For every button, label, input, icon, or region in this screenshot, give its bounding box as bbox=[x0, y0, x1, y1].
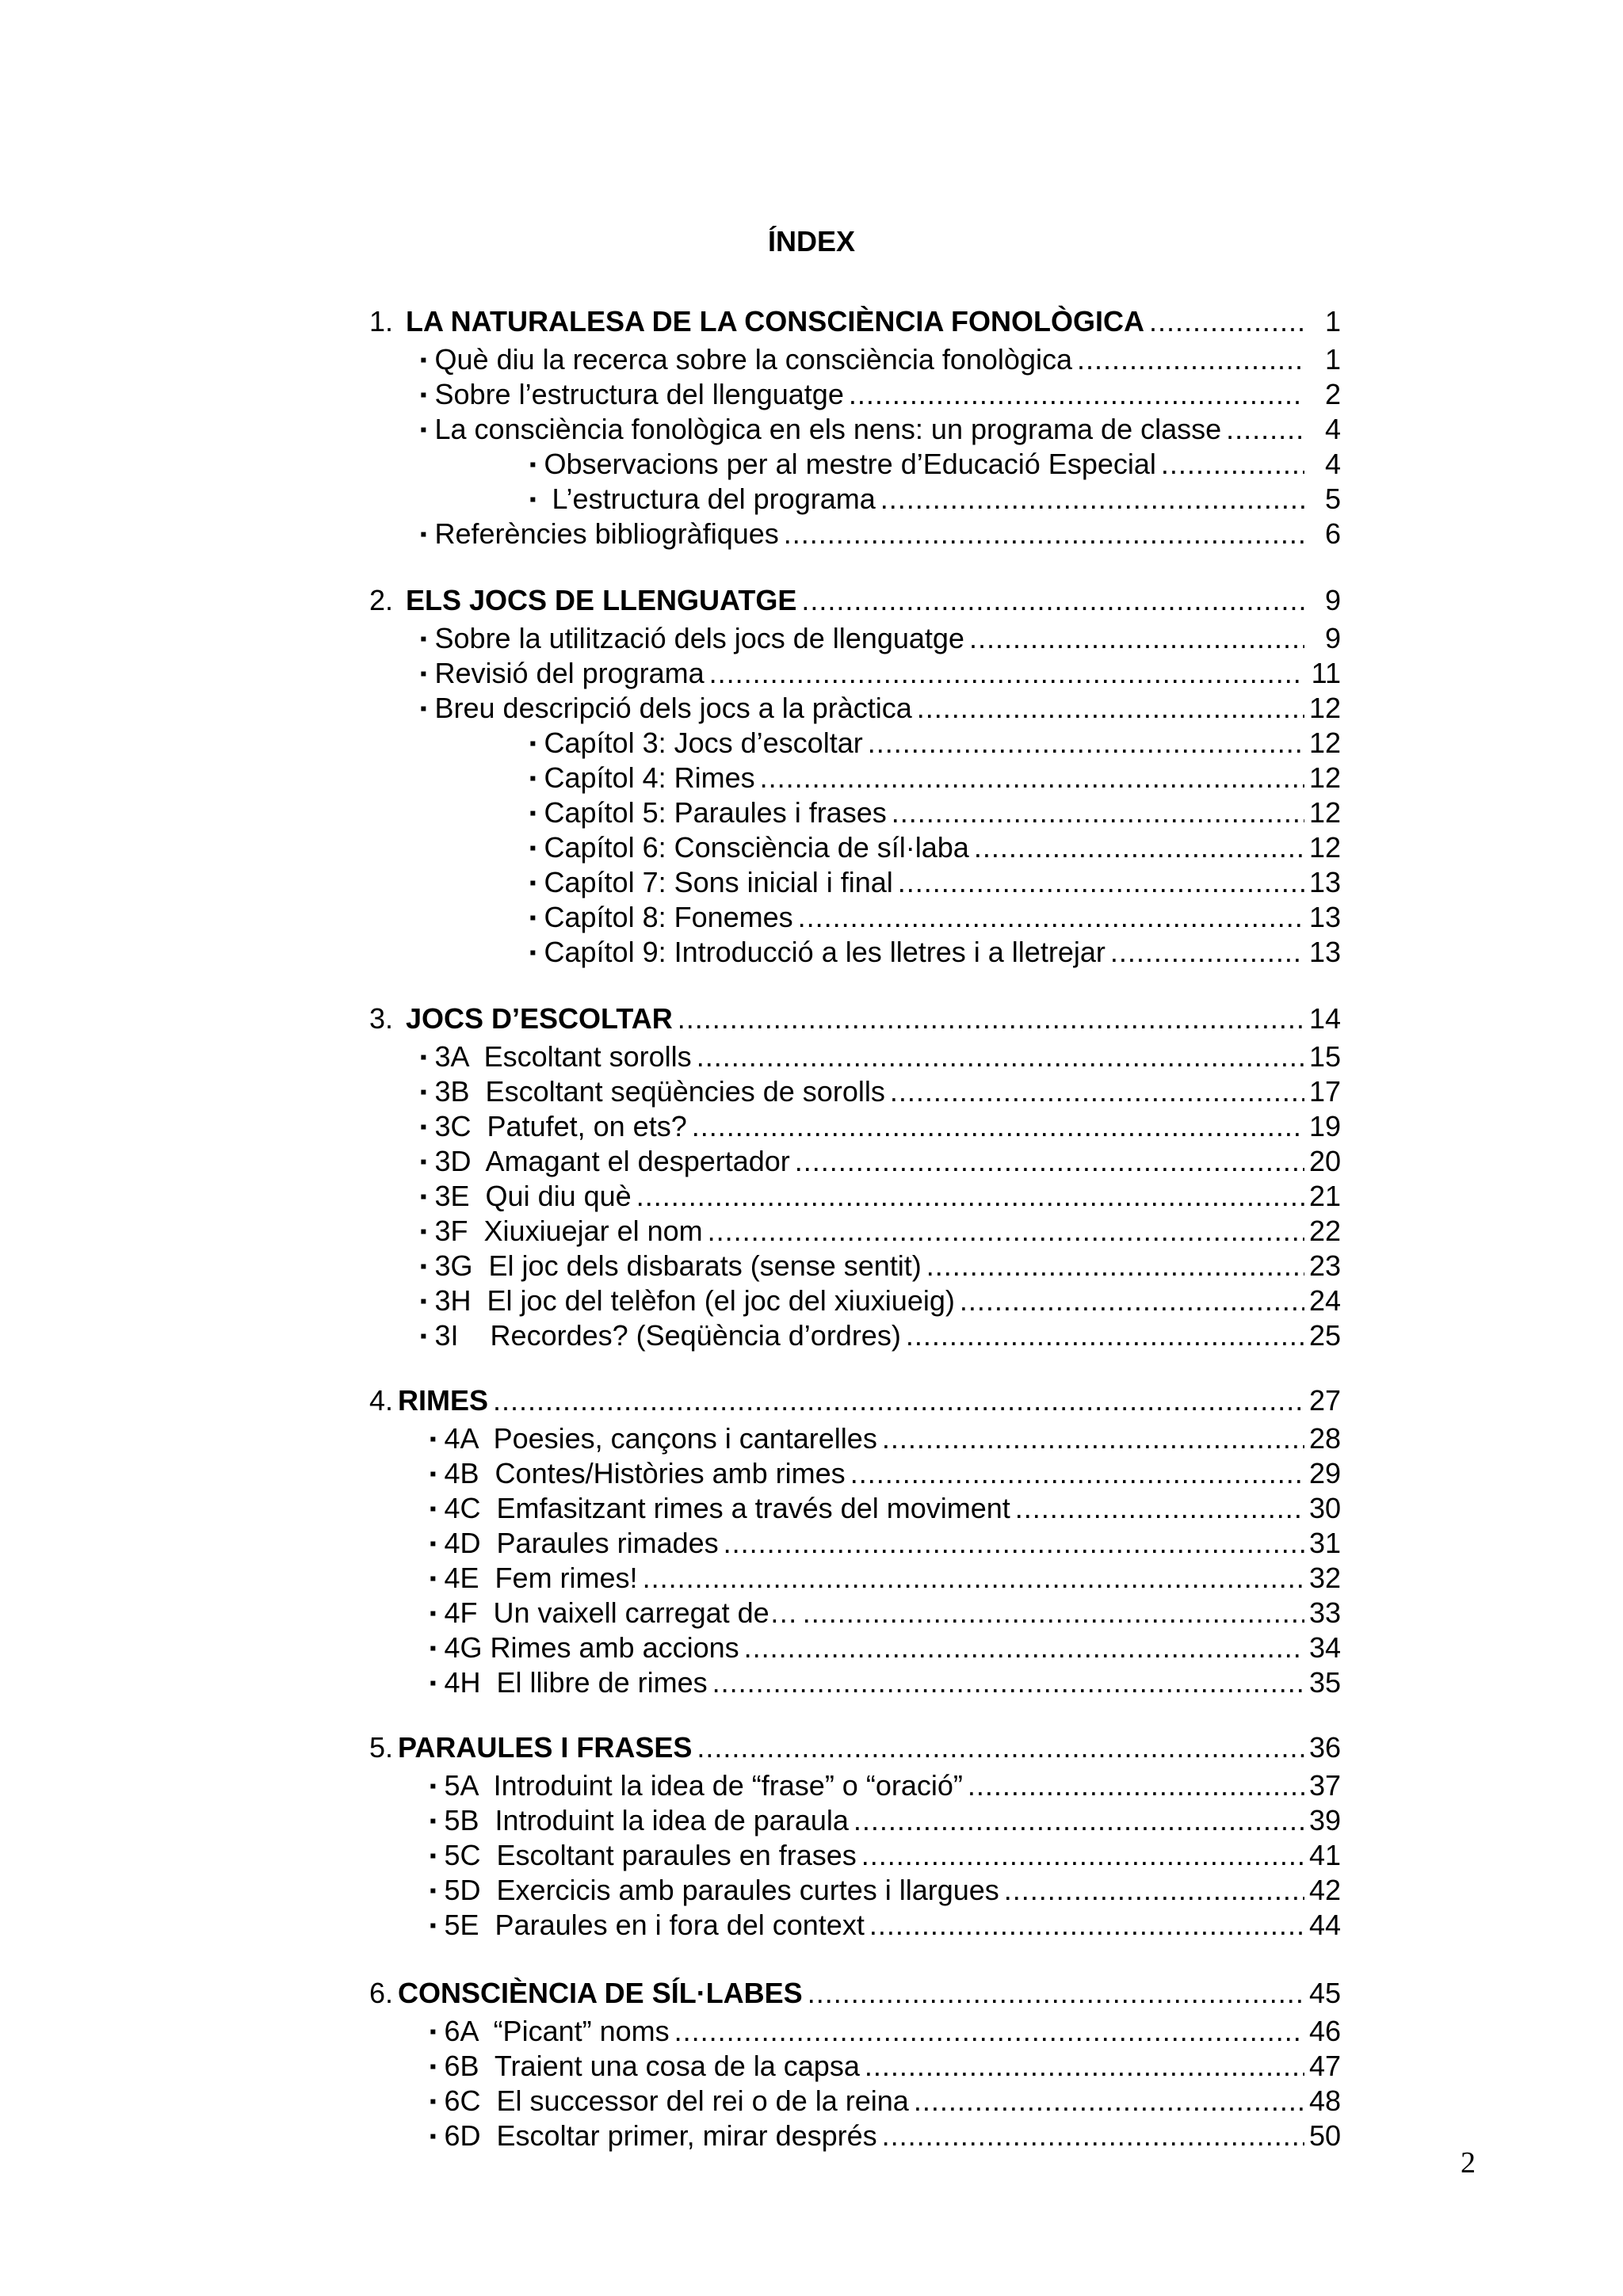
toc-entry-text: 3G El joc dels disbarats (sense sentit) bbox=[434, 1249, 922, 1282]
dot-leader bbox=[724, 1526, 1304, 1561]
section-page-number: 14 bbox=[1309, 1002, 1342, 1035]
toc-entry-page: 42 bbox=[1309, 1874, 1342, 1906]
toc-entry-page: 21 bbox=[1309, 1180, 1342, 1212]
toc-entry-text: 4G Rimes amb accions bbox=[444, 1631, 739, 1664]
toc-entry-text: 3F Xiuxiuejar el nom bbox=[434, 1215, 703, 1247]
toc-entry bbox=[430, 2049, 1341, 2088]
toc-entry-page: 12 bbox=[1309, 727, 1342, 759]
bullet-icon: ▪ bbox=[430, 1463, 437, 1485]
toc-entry-text: 6D Escoltar primer, mirar després bbox=[444, 2119, 877, 2152]
dot-leader bbox=[1110, 935, 1304, 970]
toc-entry bbox=[430, 1803, 1341, 1842]
dot-leader bbox=[960, 1283, 1304, 1318]
toc-entry-page: 34 bbox=[1309, 1631, 1342, 1664]
toc-entry bbox=[430, 1838, 1341, 1877]
dot-leader bbox=[493, 1383, 1304, 1418]
toc-entry-page: 9 bbox=[1324, 622, 1341, 654]
toc-entry bbox=[430, 2084, 1341, 2122]
toc-entry-page: 25 bbox=[1309, 1319, 1342, 1352]
toc-entry bbox=[430, 1596, 1341, 1634]
bullet-icon: ▪ bbox=[420, 524, 427, 545]
dot-leader bbox=[906, 1318, 1304, 1353]
toc-entry bbox=[430, 1630, 1341, 1669]
toc-entry bbox=[420, 1283, 1341, 1322]
dot-leader bbox=[882, 2119, 1304, 2153]
bullet-icon: ▪ bbox=[430, 1498, 437, 1520]
toc-entry-text: 5C Escoltant paraules en frases bbox=[444, 1839, 857, 1871]
bullet-icon: ▪ bbox=[430, 1428, 437, 1450]
toc-entry-page: 31 bbox=[1309, 1527, 1342, 1559]
dot-leader bbox=[914, 2084, 1304, 2119]
toc-entry-text: Revisió del programa bbox=[434, 657, 705, 689]
section-number: 2. bbox=[369, 584, 394, 616]
toc-entry bbox=[529, 482, 1341, 521]
dot-leader bbox=[869, 1908, 1304, 1943]
dot-leader bbox=[974, 830, 1304, 865]
dot-leader bbox=[678, 1001, 1304, 1036]
toc-entry-page: 50 bbox=[1309, 2119, 1342, 2152]
toc-section-heading bbox=[369, 1976, 1341, 2011]
toc-entry-text: La consciència fonològica en els nens: un programa de classe bbox=[434, 413, 1222, 445]
dot-leader bbox=[784, 517, 1304, 551]
bullet-icon: ▪ bbox=[430, 1568, 437, 1589]
section-title: ELS JOCS DE LLENGUATGE bbox=[406, 584, 797, 616]
dot-leader bbox=[674, 2014, 1304, 2049]
dot-leader bbox=[692, 1109, 1304, 1144]
toc-entry bbox=[420, 1214, 1341, 1253]
toc-entry-page: 12 bbox=[1309, 831, 1342, 864]
dot-leader bbox=[760, 761, 1304, 795]
toc-entry-page: 29 bbox=[1309, 1457, 1342, 1489]
section-number: 5. bbox=[369, 1731, 394, 1764]
toc-entry bbox=[430, 1561, 1341, 1600]
toc-entry-text: 6A “Picant” noms bbox=[444, 2015, 670, 2047]
toc-entry-text: 3A Escoltant sorolls bbox=[434, 1040, 692, 1073]
toc-entry-text: Referències bibliogràfiques bbox=[434, 517, 779, 550]
toc-entry bbox=[420, 1144, 1341, 1183]
bullet-icon: ▪ bbox=[420, 1221, 427, 1242]
toc-entry-page: 12 bbox=[1309, 692, 1342, 724]
toc-section-heading bbox=[369, 1730, 1341, 1765]
toc-section-heading bbox=[369, 1383, 1341, 1418]
toc-section-heading bbox=[369, 304, 1341, 339]
section-number: 4. bbox=[369, 1384, 394, 1417]
page-number: 2 bbox=[1461, 2146, 1476, 2180]
toc-entry bbox=[420, 517, 1341, 555]
toc-entry bbox=[420, 691, 1341, 730]
toc-entry bbox=[430, 1421, 1341, 1460]
toc-entry-page: 41 bbox=[1309, 1839, 1342, 1871]
bullet-icon: ▪ bbox=[430, 1672, 437, 1694]
toc-entry-text: 3I Recordes? (Seqüència d’ordres) bbox=[434, 1319, 901, 1352]
toc-entry-page: 37 bbox=[1309, 1769, 1342, 1802]
bullet-icon: ▪ bbox=[529, 907, 537, 929]
toc-entry-page: 12 bbox=[1309, 761, 1342, 794]
toc-entry bbox=[420, 1249, 1341, 1287]
toc-entry-page: 24 bbox=[1309, 1284, 1342, 1317]
bullet-icon: ▪ bbox=[430, 2056, 437, 2077]
toc-entry-text: L’estructura del programa bbox=[544, 482, 876, 515]
bullet-icon: ▪ bbox=[420, 1291, 427, 1312]
toc-entry-text: Capítol 7: Sons inicial i final bbox=[544, 866, 893, 898]
bullet-icon: ▪ bbox=[529, 489, 537, 510]
bullet-icon: ▪ bbox=[420, 1047, 427, 1068]
toc-entry bbox=[430, 1456, 1341, 1495]
toc-entry bbox=[529, 726, 1341, 765]
toc-entry-page: 4 bbox=[1324, 448, 1341, 480]
toc-entry-text: Què diu la recerca sobre la consciència fonològica bbox=[434, 343, 1072, 376]
toc-entry bbox=[430, 1665, 1341, 1704]
dot-leader bbox=[712, 1665, 1304, 1700]
section-number: 3. bbox=[369, 1002, 394, 1035]
toc-entry-text: Capítol 5: Paraules i frases bbox=[544, 796, 887, 829]
bullet-icon: ▪ bbox=[430, 1845, 437, 1867]
dot-leader bbox=[968, 1768, 1304, 1803]
toc-entry-text: 5D Exercicis amb paraules curtes i llargues bbox=[444, 1874, 999, 1906]
bullet-icon: ▪ bbox=[420, 628, 427, 650]
toc-section-heading bbox=[369, 583, 1341, 618]
toc-entry-page: 2 bbox=[1324, 378, 1341, 410]
toc-entry-page: 22 bbox=[1309, 1215, 1342, 1247]
bullet-icon: ▪ bbox=[529, 942, 537, 963]
toc-entry bbox=[420, 1318, 1341, 1357]
dot-leader bbox=[636, 1179, 1304, 1214]
toc-entry-page: 30 bbox=[1309, 1492, 1342, 1524]
bullet-icon: ▪ bbox=[420, 1151, 427, 1173]
section-page-number: 1 bbox=[1324, 305, 1341, 338]
section-title: JOCS D’ESCOLTAR bbox=[406, 1002, 673, 1035]
toc-entry-page: 33 bbox=[1309, 1596, 1342, 1629]
section-page-number: 27 bbox=[1309, 1384, 1342, 1417]
section-number: 6. bbox=[369, 1977, 394, 2009]
toc-entry-text: Sobre l’estructura del llenguatge bbox=[434, 378, 844, 410]
toc-entry bbox=[529, 830, 1341, 869]
toc-entry bbox=[529, 935, 1341, 974]
bullet-icon: ▪ bbox=[420, 419, 427, 441]
toc-entry-text: Capítol 4: Rimes bbox=[544, 761, 755, 794]
toc-entry-text: 4B Contes/Històries amb rimes bbox=[444, 1457, 846, 1489]
toc-entry bbox=[420, 656, 1341, 695]
bullet-icon: ▪ bbox=[430, 1915, 437, 1936]
section-number: 1. bbox=[369, 305, 394, 338]
dot-leader bbox=[898, 865, 1304, 900]
toc-entry bbox=[420, 1109, 1341, 1148]
toc-entry-page: 47 bbox=[1309, 2050, 1342, 2082]
toc-entry-text: 5A Introduint la idea de “frase” o “oració” bbox=[444, 1769, 963, 1802]
bullet-icon: ▪ bbox=[420, 349, 427, 371]
toc-entry-page: 35 bbox=[1309, 1666, 1342, 1699]
dot-leader bbox=[892, 795, 1304, 830]
bullet-icon: ▪ bbox=[529, 733, 537, 754]
toc-entry bbox=[430, 1908, 1341, 1947]
toc-entry-text: 6B Traient una cosa de la capsa bbox=[444, 2050, 860, 2082]
bullet-icon: ▪ bbox=[529, 454, 537, 475]
section-title: CONSCIÈNCIA DE SÍL·LABES bbox=[398, 1977, 803, 2009]
page-title: ÍNDEX bbox=[767, 225, 856, 257]
toc-entry bbox=[420, 1179, 1341, 1218]
toc-entry-text: Observacions per al mestre d’Educació Especial bbox=[544, 448, 1156, 480]
dot-leader bbox=[801, 583, 1304, 618]
toc-entry-page: 48 bbox=[1309, 2084, 1342, 2117]
dot-leader bbox=[849, 377, 1304, 412]
toc-entry-page: 1 bbox=[1324, 343, 1341, 376]
toc-entry-text: 4D Paraules rimades bbox=[444, 1527, 719, 1559]
dot-leader bbox=[917, 691, 1304, 726]
toc-entry bbox=[529, 447, 1341, 486]
toc-entry-text: 3C Patufet, on ets? bbox=[434, 1110, 687, 1142]
dot-leader bbox=[890, 1074, 1304, 1109]
toc-section-heading bbox=[369, 1001, 1341, 1036]
toc-entry-text: 3B Escoltant seqüències de sorolls bbox=[434, 1075, 885, 1108]
toc-entry bbox=[420, 377, 1341, 416]
toc-entry bbox=[529, 761, 1341, 799]
toc-entry-page: 44 bbox=[1309, 1909, 1342, 1941]
toc-entry-text: Sobre la utilització dels jocs de llenguatge bbox=[434, 622, 964, 654]
bullet-icon: ▪ bbox=[420, 1256, 427, 1277]
toc-entry-page: 13 bbox=[1309, 866, 1342, 898]
toc-entry-page: 15 bbox=[1309, 1040, 1342, 1073]
dot-leader bbox=[808, 1976, 1304, 2011]
section-page-number: 45 bbox=[1309, 1977, 1342, 2009]
bullet-icon: ▪ bbox=[430, 1810, 437, 1832]
toc-entry bbox=[420, 1039, 1341, 1078]
toc-entry bbox=[529, 900, 1341, 939]
toc-entry-text: Capítol 9: Introducció a les lletres i a lletrejar bbox=[544, 936, 1106, 968]
toc-entry-page: 6 bbox=[1324, 517, 1341, 550]
toc-entry bbox=[420, 412, 1341, 451]
dot-leader bbox=[1004, 1873, 1304, 1908]
toc-entry-text: 5E Paraules en i fora del context bbox=[444, 1909, 865, 1941]
toc-entry bbox=[420, 1074, 1341, 1113]
toc-entry-text: 4C Emfasitzant rimes a través del moviment bbox=[444, 1492, 1010, 1524]
dot-leader bbox=[803, 1596, 1304, 1630]
toc-entry-text: Capítol 6: Consciència de síl·laba bbox=[544, 831, 969, 864]
dot-leader bbox=[861, 1838, 1304, 1873]
bullet-icon: ▪ bbox=[430, 1775, 437, 1797]
toc-entry-page: 12 bbox=[1309, 796, 1342, 829]
toc-entry bbox=[420, 621, 1341, 660]
toc-entry bbox=[529, 795, 1341, 834]
dot-leader bbox=[708, 1214, 1304, 1249]
bullet-icon: ▪ bbox=[420, 384, 427, 406]
toc-entry-text: Capítol 3: Jocs d’escoltar bbox=[544, 727, 863, 759]
bullet-icon: ▪ bbox=[529, 803, 537, 824]
toc-entry-text: 3D Amagant el despertador bbox=[434, 1145, 790, 1177]
toc-entry-text: 4E Fem rimes! bbox=[444, 1562, 638, 1594]
bullet-icon: ▪ bbox=[420, 698, 427, 719]
bullet-icon: ▪ bbox=[529, 768, 537, 789]
dot-leader bbox=[969, 621, 1304, 656]
bullet-icon: ▪ bbox=[430, 2126, 437, 2147]
section-title: PARAULES I FRASES bbox=[398, 1731, 693, 1764]
bullet-icon: ▪ bbox=[420, 1325, 427, 1347]
toc-entry-text: 3H El joc del telèfon (el joc del xiuxiueig) bbox=[434, 1284, 955, 1317]
section-title: LA NATURALESA DE LA CONSCIÈNCIA FONOLÒGICA bbox=[406, 305, 1144, 338]
toc-entry-page: 17 bbox=[1309, 1075, 1342, 1108]
bullet-icon: ▪ bbox=[420, 663, 427, 685]
section-title: RIMES bbox=[398, 1384, 489, 1417]
toc-entry-text: 5B Introduint la idea de paraula bbox=[444, 1804, 849, 1836]
dot-leader bbox=[865, 2049, 1304, 2084]
bullet-icon: ▪ bbox=[420, 1081, 427, 1103]
bullet-icon: ▪ bbox=[430, 1533, 437, 1554]
dot-leader bbox=[795, 1144, 1304, 1179]
toc-entry bbox=[430, 2014, 1341, 2053]
toc-entry bbox=[430, 2119, 1341, 2157]
toc-entry-text: 4F Un vaixell carregat de… bbox=[444, 1596, 798, 1629]
toc-entry-page: 13 bbox=[1309, 936, 1342, 968]
bullet-icon: ▪ bbox=[430, 2091, 437, 2112]
bullet-icon: ▪ bbox=[420, 1186, 427, 1207]
toc-entry-page: 4 bbox=[1324, 413, 1341, 445]
toc-entry bbox=[529, 865, 1341, 904]
bullet-icon: ▪ bbox=[430, 1603, 437, 1624]
toc-entry-page: 39 bbox=[1309, 1804, 1342, 1836]
toc-entry bbox=[430, 1526, 1341, 1565]
dot-leader bbox=[1015, 1491, 1304, 1526]
toc-entry bbox=[430, 1768, 1341, 1807]
toc-entry-page: 13 bbox=[1309, 901, 1342, 933]
section-page-number: 9 bbox=[1324, 584, 1341, 616]
section-page-number: 36 bbox=[1309, 1731, 1342, 1764]
dot-leader bbox=[709, 656, 1304, 691]
dot-leader bbox=[850, 1456, 1304, 1491]
dot-leader bbox=[1226, 412, 1304, 447]
bullet-icon: ▪ bbox=[420, 1116, 427, 1138]
bullet-icon: ▪ bbox=[529, 837, 537, 859]
dot-leader bbox=[854, 1803, 1304, 1838]
toc-entry bbox=[430, 1491, 1341, 1530]
toc-entry-text: 4H El llibre de rimes bbox=[444, 1666, 708, 1699]
bullet-icon: ▪ bbox=[430, 1880, 437, 1901]
toc-entry-page: 46 bbox=[1309, 2015, 1342, 2047]
dot-leader bbox=[1077, 342, 1304, 377]
toc-entry-page: 5 bbox=[1324, 482, 1341, 515]
toc-entry-text: Capítol 8: Fonemes bbox=[544, 901, 793, 933]
toc-entry-text: 4A Poesies, cançons i cantarelles bbox=[444, 1422, 877, 1455]
dot-leader bbox=[882, 1421, 1304, 1456]
toc-entry-page: 20 bbox=[1309, 1145, 1342, 1177]
toc-entry bbox=[420, 342, 1341, 381]
toc-entry bbox=[430, 1873, 1341, 1912]
dot-leader bbox=[880, 482, 1304, 517]
toc-entry-page: 19 bbox=[1309, 1110, 1342, 1142]
toc-entry-page: 32 bbox=[1309, 1562, 1342, 1594]
dot-leader bbox=[697, 1730, 1304, 1765]
dot-leader bbox=[1161, 447, 1304, 482]
toc-entry-page: 28 bbox=[1309, 1422, 1342, 1455]
bullet-icon: ▪ bbox=[529, 872, 537, 894]
dot-leader bbox=[926, 1249, 1304, 1283]
dot-leader bbox=[643, 1561, 1304, 1596]
dot-leader bbox=[798, 900, 1304, 935]
dot-leader bbox=[744, 1630, 1304, 1665]
dot-leader bbox=[868, 726, 1304, 761]
bullet-icon: ▪ bbox=[430, 2021, 437, 2042]
bullet-icon: ▪ bbox=[430, 1638, 437, 1659]
dot-leader bbox=[697, 1039, 1304, 1074]
toc-entry-page: 23 bbox=[1309, 1249, 1342, 1282]
dot-leader bbox=[1149, 304, 1304, 339]
toc-entry-text: Breu descripció dels jocs a la pràctica bbox=[434, 692, 912, 724]
toc-entry-text: 6C El successor del rei o de la reina bbox=[444, 2084, 909, 2117]
toc-entry-page: 11 bbox=[1311, 657, 1341, 689]
toc-entry-text: 3E Qui diu què bbox=[434, 1180, 632, 1212]
